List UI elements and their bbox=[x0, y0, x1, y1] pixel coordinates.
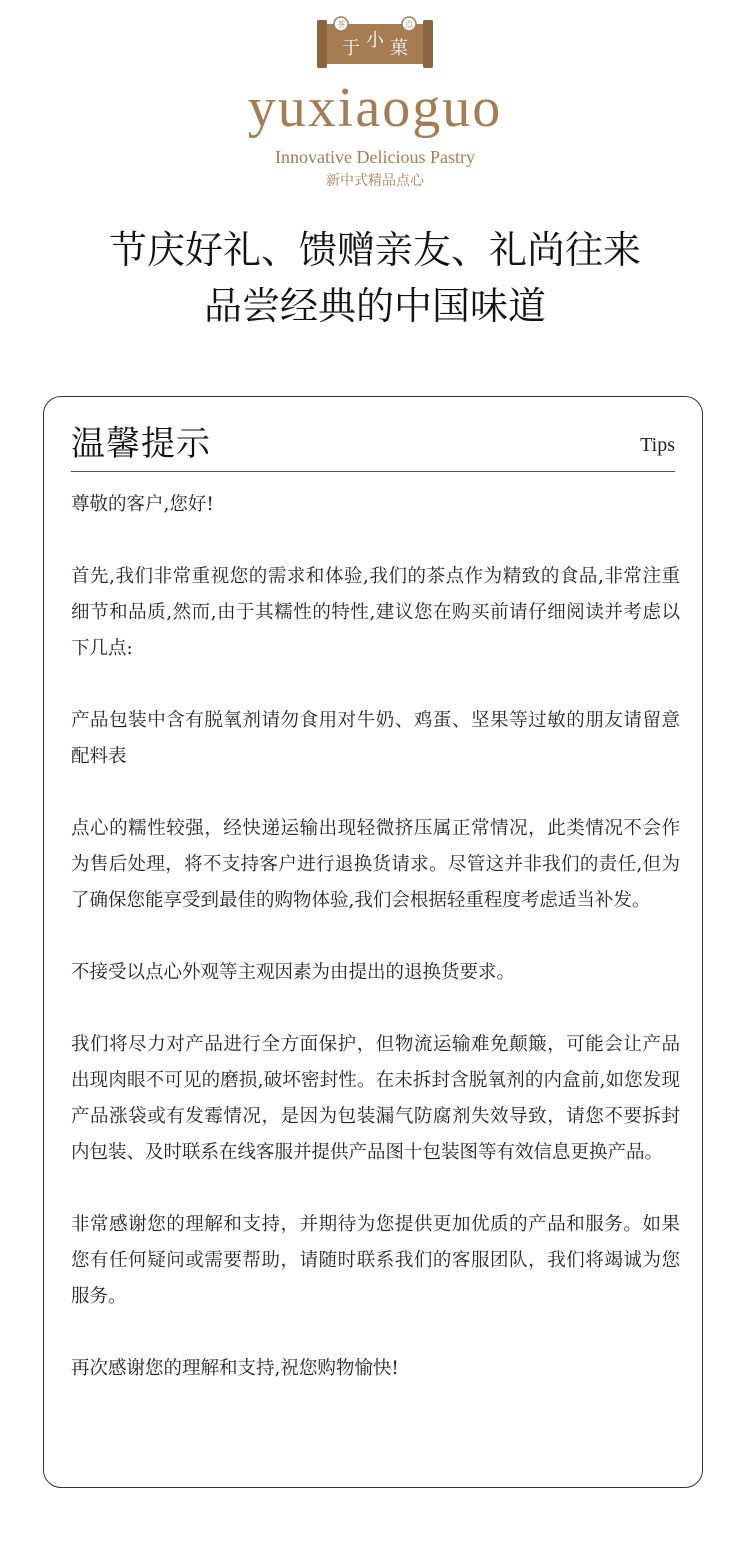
notice-paragraph: 点心的糯性较强，经快递运输出现轻微挤压属正常情况，此类情况不会作为售后处理，将不支持客户进行退换货请求。尽管这并非我们的责任,但为了确保您能享受到最佳的购物体验,我们会根据轻重程度考虑适当补发。 bbox=[71, 818, 680, 911]
notice-paragraph: 我们将尽力对产品进行全方面保护，但物流运输难免颠簸，可能会让产品出现肉眼不可见的磨损,破坏密封性。在未拆封含脱氧剂的内盒前,如您发现产品涨袋或有发霉情况，是因为包装漏气防腐剂失效导致，请您不要拆封内包装、及时联系在线客服并提供产品图十包装图等有效信息更换产品。 bbox=[71, 1034, 680, 1163]
brand-logo bbox=[0, 14, 750, 190]
brand-tagline: Innovative Delicious Pastry bbox=[275, 147, 475, 167]
notice-body bbox=[71, 487, 680, 1387]
promo-headline bbox=[0, 222, 750, 334]
notice-card bbox=[43, 396, 703, 1488]
notice-header bbox=[71, 421, 675, 472]
brand-badge-icon bbox=[315, 14, 435, 74]
badge-char-3: 于 bbox=[342, 38, 360, 59]
badge-char-4: 小 bbox=[366, 30, 384, 51]
notice-paragraph: 再次感谢您的理解和支持,祝您购物愉快! bbox=[71, 1358, 399, 1379]
notice-paragraph: 产品包装中含有脱氧剂请勿食用对牛奶、鸡蛋、坚果等过敏的朋友请留意配料表 bbox=[71, 710, 680, 767]
badge-char-1: 茶 bbox=[337, 20, 345, 29]
notice-paragraph: 非常感谢您的理解和支持，并期待为您提供更加优质的产品和服务。如果您有任何疑问或需要帮助，请随时联系我们的客服团队，我们将竭诚为您服务。 bbox=[71, 1214, 680, 1307]
brand-subtitle-cn: 新中式精品点心 bbox=[326, 173, 424, 189]
badge-char-2: 点 bbox=[405, 20, 413, 29]
notice-paragraph: 尊敬的客户,您好! bbox=[71, 494, 214, 515]
notice-paragraph: 首先,我们非常重视您的需求和体验,我们的茶点作为精致的食品,非常注重细节和品质,然而,由于其糯性的特性,建议您在购买前请仔细阅读并考虑以下几点: bbox=[71, 566, 680, 659]
badge-char-5: 菓 bbox=[390, 38, 408, 59]
brand-wordmark: yuxiaoguo bbox=[247, 77, 503, 139]
headline-line-1: 节庆好礼、馈赠亲友、礼尚往来 bbox=[108, 228, 641, 272]
notice-tag: Tips bbox=[640, 434, 675, 456]
headline-line-2: 品尝经典的中国味道 bbox=[203, 284, 546, 328]
notice-paragraph: 不接受以点心外观等主观因素为由提出的退换货要求。 bbox=[71, 962, 516, 983]
notice-title: 温馨提示 bbox=[71, 424, 211, 464]
